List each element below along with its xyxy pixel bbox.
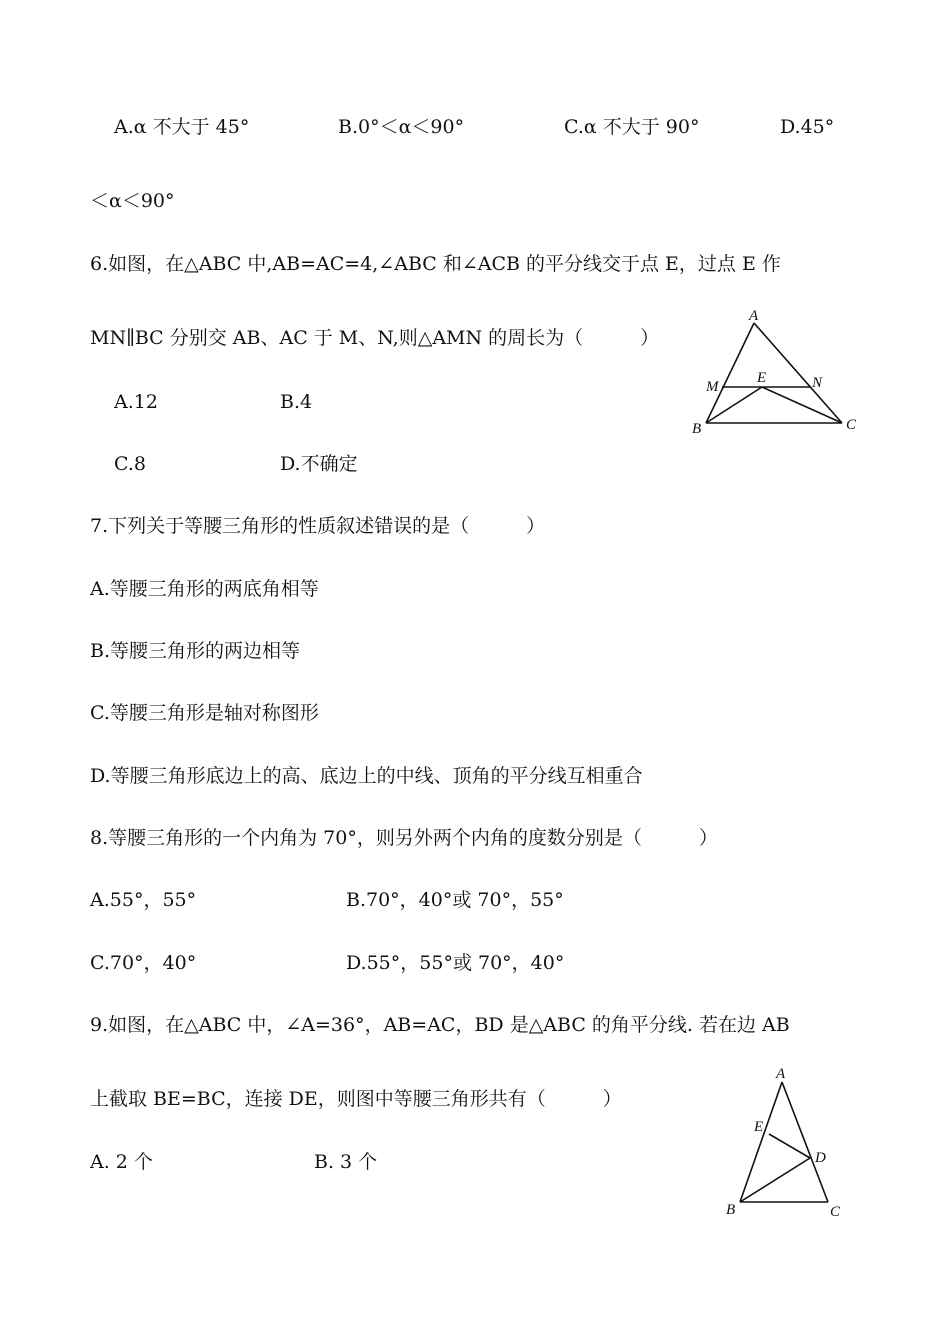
q6-segment-ce [762,387,842,423]
q5-option-c: C.α 不大于 90° [564,116,700,138]
q5-option-a: A.α 不大于 45° [114,116,250,138]
q9-stem-line2: 上截取 BE=BC，连接 DE，则图中等腰三角形共有（ ） [90,1088,622,1110]
q7-option-b: B.等腰三角形的两边相等 [90,640,301,662]
q9-label-a: A [776,1066,786,1082]
q9-label-d: D [815,1150,826,1166]
q6-option-b: B.4 [280,391,313,413]
q6-stem-line2: MN∥BC 分别交 AB、AC 于 M、N,则△AMN 的周长为（ ） [90,327,660,349]
q9-side-ab [740,1082,782,1202]
q9-label-e: E [754,1119,764,1135]
q6-label-n: N [812,375,823,391]
q7-stem: 7.下列关于等腰三角形的性质叙述错误的是（ ） [90,515,546,537]
q9-side-ac [782,1082,828,1202]
q9-stem-line1: 9.如图，在△ABC 中，∠A=36°，AB=AC，BD 是△ABC 的角平分线. 若在边 AB [90,1014,790,1036]
q8-stem: 8.等腰三角形的一个内角为 70°，则另外两个内角的度数分别是（ ） [90,827,718,849]
q9-triangle-figure [718,1062,853,1222]
q9-label-b: B [726,1202,736,1218]
q9-option-b: B. 3 个 [314,1151,378,1173]
q6-label-a: A [749,308,759,324]
q5-option-b: B.0°＜α＜90° [338,116,465,138]
q9-segment-bd [740,1158,810,1202]
q6-option-d: D.不确定 [280,453,358,475]
q5-option-d-part1: D.45° [780,116,835,138]
q9-option-a: A. 2 个 [90,1151,153,1173]
q9-label-c: C [830,1204,841,1220]
q7-option-a: A.等腰三角形的两底角相等 [90,578,319,600]
q7-option-c: C.等腰三角形是轴对称图形 [90,702,319,724]
q6-stem-line1: 6.如图，在△ABC 中,AB=AC=4,∠ABC 和∠ACB 的平分线交于点 E，过点 E 作 [90,253,781,275]
q5-option-d-part2: ＜α＜90° [90,190,175,212]
q6-label-b: B [692,421,702,437]
q6-label-m: M [706,379,719,395]
q6-label-e: E [757,370,767,386]
q7-option-d: D.等腰三角形底边上的高、底边上的中线、顶角的平分线互相重合 [90,765,643,787]
q6-option-a: A.12 [114,391,158,413]
q6-side-ac [754,323,842,423]
q8-option-a: A.55°，55° [90,889,197,911]
q6-label-c: C [846,417,857,433]
q6-option-c: C.8 [114,453,146,475]
q8-option-d: D.55°，55°或 70°，40° [346,952,565,974]
q6-triangle-figure [690,305,865,440]
q8-option-c: C.70°，40° [90,952,197,974]
q8-option-b: B.70°，40°或 70°，55° [346,889,564,911]
